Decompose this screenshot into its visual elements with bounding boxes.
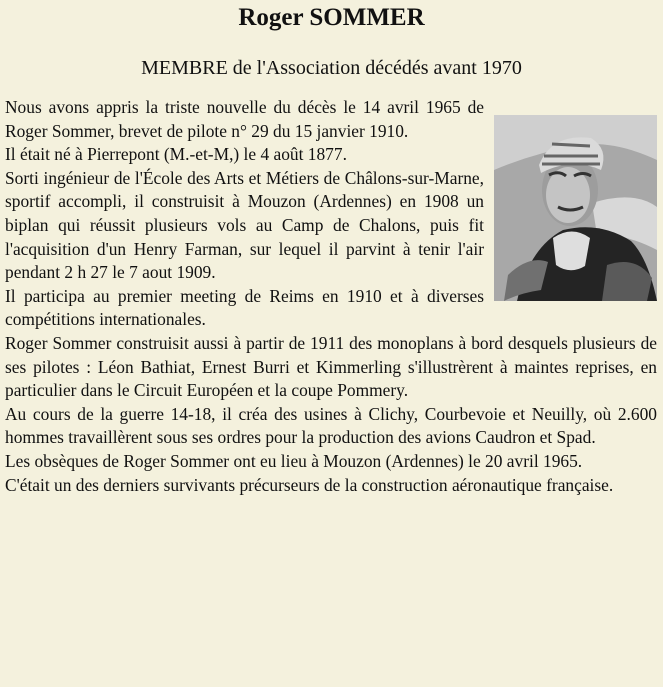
article-body (5, 96, 657, 497)
article-paragraph-6: Au cours de la guerre 14-18, il créa des usines à Clichy, Courbevoie et Neuilly, où 2.600 hommes travaillèrent sous ses ordres pour la production des avions Caudron et Spad. (5, 403, 657, 448)
page-subtitle: MEMBRE de l'Association décédés avant 1970 (141, 57, 522, 79)
portrait-photo-icon (494, 115, 657, 301)
article-paragraph-5: Roger Sommer construisit aussi à partir de 1911 des monoplans à bord desquels plusieurs de ses pilotes : Léon Bathiat, Ernest Burri et Kimmerling s'illustrèrent à maintes reprises, en particulier dans le Circuit Européen et la coupe Pommery. (5, 332, 657, 401)
article-paragraph-7: Les obsèques de Roger Sommer ont eu lieu à Mouzon (Ardennes) le 20 avril 1965. (5, 450, 583, 471)
article-paragraph-2: Il était né à Pierrepont (M.-et-M,) le 4 août 1877. (5, 144, 347, 165)
article-paragraph-1: Nous avons appris la triste nouvelle du décès le 14 avril 1965 de Roger Sommer, brevet de pilote n° 29 du 15 janvier 1910. (5, 97, 484, 141)
article-paragraph-3: Sorti ingénieur de l'École des Arts et Métiers de Châlons-sur-Marne, sportif accompli, il construisit à Mouzon (Ardennes) en 1908 un biplan qui réussit plusieurs vols au Camp de Chalons, puis fit l'acquisition d'un Henry Farman, sur lequel il parvint à tenir l'air pendant 2 h 27 le 7 aout 1909. (5, 167, 484, 283)
article-paragraph-8: C'était un des derniers survivants précurseurs de la construction aéronautique française. (5, 474, 614, 495)
article-paragraph-4: Il participa au premier meeting de Reims en 1910 et à diverses compétitions internationales. (5, 285, 484, 330)
page-title: Roger SOMMER (238, 4, 425, 31)
